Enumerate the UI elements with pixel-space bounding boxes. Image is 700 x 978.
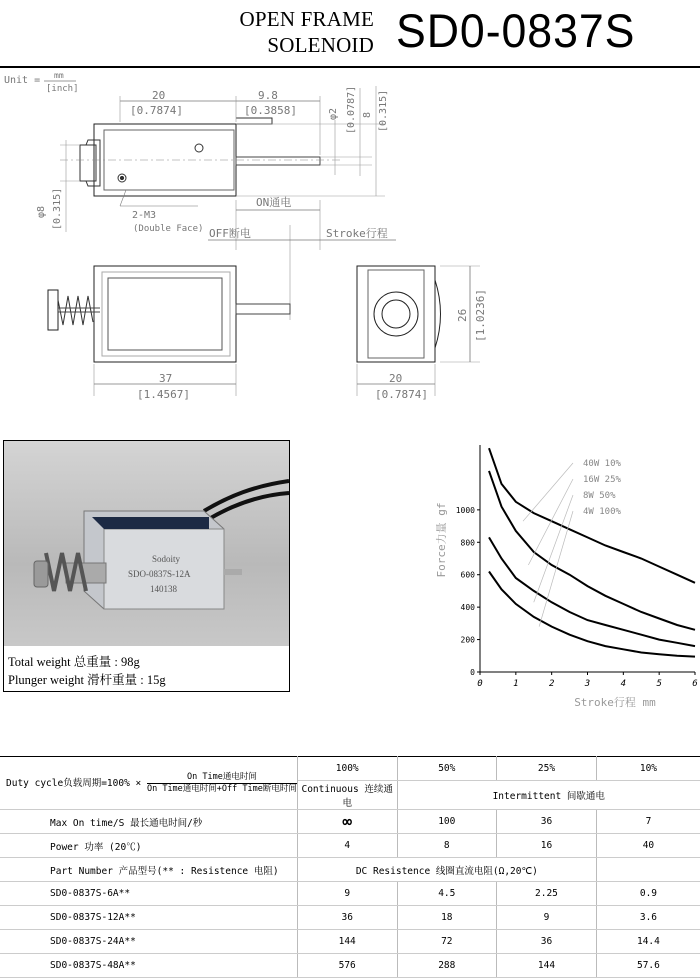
duty-10: 10%	[596, 757, 700, 781]
title-line-2: SOLENOID	[267, 33, 374, 57]
side-view	[357, 266, 441, 362]
off-label: OFF断电	[209, 227, 251, 240]
x-tick-label: 1	[513, 679, 519, 689]
on-label: ON通电	[256, 196, 292, 209]
x-tick-label: 2	[548, 679, 555, 689]
product-photo-panel	[3, 440, 290, 692]
continuous-label: Continuous 连续通电	[297, 781, 397, 810]
max-on-row	[0, 810, 700, 834]
legend-entry: 4W 100%	[583, 507, 621, 517]
series-line	[489, 572, 695, 657]
dim-37-inch: [1.4567]	[137, 388, 190, 401]
y-tick-label: 0	[470, 668, 475, 677]
duty-25: 25%	[497, 757, 597, 781]
chart-legend	[523, 459, 622, 627]
resistance-value: 3.6	[596, 906, 700, 930]
dim-phi8-inch: [0.315]	[52, 187, 63, 230]
table-row	[0, 882, 700, 906]
part-header-row	[0, 858, 700, 882]
resistance-value: 144	[297, 930, 397, 954]
empty-cell	[596, 858, 700, 882]
dim-9-8: 9.8	[258, 89, 278, 102]
part-label: Part Number 产品型号(** : Resistence 电阻)	[0, 858, 297, 882]
power-row	[0, 834, 700, 858]
weights-info	[8, 653, 166, 689]
table-row	[0, 930, 700, 954]
x-tick-label: 3	[584, 679, 591, 689]
total-weight: Total weight 总重量 : 98g	[8, 655, 140, 669]
force-stroke-chart	[425, 440, 700, 715]
x-tick-label: 0	[477, 679, 483, 689]
legend-leader	[528, 479, 573, 565]
legend-entry: 40W 10%	[583, 459, 621, 469]
dim-26: 26	[456, 308, 469, 322]
dimension-drawing	[0, 68, 700, 440]
model-number: SD0-0837S	[396, 4, 636, 57]
resistance-value: 576	[297, 954, 397, 978]
unit-label: Unit =	[4, 75, 41, 86]
dim-37: 37	[159, 372, 173, 385]
power-50: 8	[397, 834, 497, 858]
y-tick-label: 400	[460, 603, 475, 613]
duty-50: 50%	[397, 757, 497, 781]
photo-brand: Sodoity	[152, 554, 181, 564]
part-number: SD0-0837S-6A**	[0, 882, 297, 906]
duty-numerator: On Time通电时间	[147, 772, 297, 784]
x-tick-label: 4	[620, 679, 627, 689]
dim-20-side-inch: [0.7874]	[375, 388, 428, 401]
y-tick-label: 200	[460, 635, 475, 645]
product-type-title	[178, 6, 374, 58]
dim-20-side: 20	[389, 372, 403, 385]
resistance-value: 144	[497, 954, 597, 978]
y-tick-label: 600	[460, 570, 475, 580]
table-row	[0, 906, 700, 930]
resistance-value: 288	[397, 954, 497, 978]
x-tick-label: 6	[692, 679, 698, 689]
dim-26-inch: [1.0236]	[474, 289, 487, 342]
dim-phi2-inch: [0.0787]	[346, 85, 357, 134]
dim-phi8: φ8	[36, 205, 47, 218]
dc-resistance-label: DC Resistence 线圈直流电阻(Ω,20℃)	[297, 858, 596, 882]
product-photo	[4, 441, 289, 646]
dim-8-inch: [0.315]	[378, 89, 389, 132]
resistance-value: 36	[297, 906, 397, 930]
screw-label: 2-M3	[132, 210, 157, 221]
max-on-50: 100	[397, 810, 497, 834]
duty-denominator: On Time通电时间+Off Time断电时间	[146, 783, 297, 794]
plunger-weight: Plunger weight 滑杆重量 : 15g	[8, 673, 166, 687]
duty-row	[0, 757, 700, 781]
stroke-label: Stroke行程	[326, 227, 388, 240]
spec-table	[0, 756, 700, 978]
duty-prefix: Duty cycle负载周期=100% ×	[6, 777, 142, 789]
y-tick-label: 800	[460, 538, 475, 548]
x-tick-label: 5	[656, 679, 662, 689]
resistance-value: 9	[497, 906, 597, 930]
photo-code: 140138	[150, 584, 177, 594]
front-view	[48, 266, 290, 362]
solenoid-image	[4, 441, 289, 646]
legend-leader	[539, 511, 573, 627]
dim-9-8-inch: [0.3858]	[244, 104, 297, 117]
series-line	[489, 537, 695, 646]
max-on-10: 7	[596, 810, 700, 834]
power-25: 16	[497, 834, 597, 858]
resistance-value: 72	[397, 930, 497, 954]
resistance-value: 36	[497, 930, 597, 954]
table-row	[0, 954, 700, 978]
resistance-value: 9	[297, 882, 397, 906]
power-10: 40	[596, 834, 700, 858]
dim-phi2: φ2	[328, 107, 339, 120]
part-number: SD0-0837S-24A**	[0, 930, 297, 954]
legend-entry: 8W 50%	[583, 491, 616, 501]
title-line-1: OPEN FRAME	[239, 7, 374, 31]
legend-leader	[534, 495, 573, 602]
max-on-label: Max On time/S 最长通电时间/秒	[0, 810, 297, 834]
legend-entry: 16W 25%	[583, 475, 621, 485]
power-100: 4	[297, 834, 397, 858]
duty-100: 100%	[297, 757, 397, 781]
duty-formula	[0, 757, 297, 810]
intermittent-label: Intermittent 间歇通电	[397, 781, 700, 810]
screw-note: (Double Face)	[133, 224, 204, 234]
legend-leader	[523, 463, 573, 521]
duty-fraction	[147, 772, 297, 795]
top-view	[60, 118, 340, 196]
resistance-value: 2.25	[497, 882, 597, 906]
dim-20-top: 20	[152, 89, 166, 102]
resistance-value: 18	[397, 906, 497, 930]
part-number: SD0-0837S-48A**	[0, 954, 297, 978]
photo-part: SDO-0837S-12A	[128, 569, 191, 579]
x-axis-label: Stroke行程 mm	[574, 696, 656, 709]
unit-inch: [inch]	[46, 84, 79, 94]
resistance-value: 4.5	[397, 882, 497, 906]
resistance-value: 0.9	[596, 882, 700, 906]
y-axis-label: Force力量 gf	[435, 502, 448, 578]
dim-20-top-inch: [0.7874]	[130, 104, 183, 117]
dim-8: 8	[362, 111, 373, 118]
y-tick-label: 1000	[455, 505, 475, 515]
resistance-value: 57.6	[596, 954, 700, 978]
max-on-100: ∞	[297, 810, 397, 834]
max-on-25: 36	[497, 810, 597, 834]
power-label: Power 功率 (20℃)	[0, 834, 297, 858]
unit-mm: mm	[54, 71, 64, 80]
resistance-value: 14.4	[596, 930, 700, 954]
part-number: SD0-0837S-12A**	[0, 906, 297, 930]
